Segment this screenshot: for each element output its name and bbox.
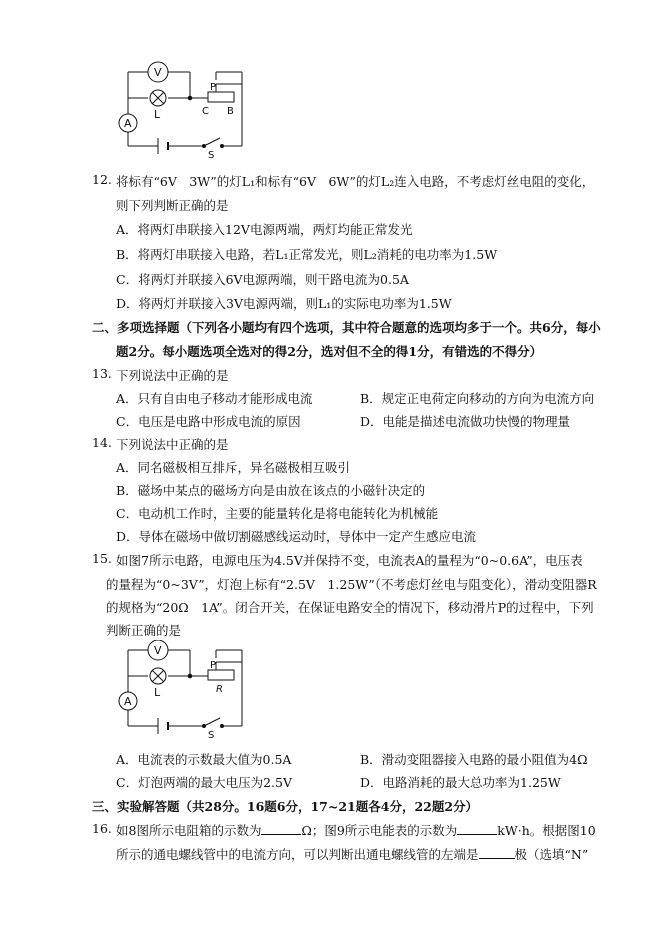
q13-option-b: B．规定正电荷定向移动的方向为电流方向 [360, 391, 595, 406]
q14-option-c: C．电动机工作时，主要的能量转化是将电能转化为机械能 [116, 506, 439, 521]
q16-blank-resistance[interactable] [261, 822, 301, 835]
q15-line2: 的量程为“0~3V”，灯泡上标有“2.5V 1.25W”（不考虑灯丝电与阻变化），滑动变阻器R [106, 577, 597, 592]
section-2-line1: 二、多项选择题（下列各小题均有四个选项，其中符合题意的选项均多于一个。共6分，每小 [92, 320, 601, 335]
q16-line2 [116, 845, 588, 863]
q15-line1: 如图7所示电路，电源电压为4.5V并保持不变，电流表A的量程为“0~0.6A”，电压表 [116, 553, 583, 568]
q13-number: 13. [92, 366, 112, 381]
q12-number: 12. [92, 172, 112, 187]
q12-option-c: C．将两灯并联接入6V电源两端，则干路电流为0.5A [116, 272, 409, 287]
q16-line1 [116, 821, 596, 839]
q16-blank-pole[interactable] [479, 846, 515, 859]
q14-option-b: B．磁场中某点的磁场方向是由放在该点的小磁针决定的 [116, 483, 426, 498]
section-3-heading: 三、实验解答题（共28分。16题6分，17~21题各4分，22题2分） [92, 799, 479, 814]
section-2-line2: 题2分。每小题选项全选对的得2分，选对但不全的得1分，有错选的不得分） [116, 344, 543, 359]
q13-option-d: D．电能是描述电流做功快慢的物理量 [360, 414, 571, 429]
ammeter-label-2: A [124, 695, 132, 708]
q16-number: 16. [92, 821, 112, 836]
resistor-label-2: R [216, 684, 223, 695]
q15-line3: 的规格为“20Ω 1A”。闭合开关，在保证电路安全的情况下，移动滑片P的过程中，下列 [106, 600, 594, 615]
terminal-c-label: C [202, 106, 209, 117]
voltmeter-label: V [154, 66, 162, 79]
slider-label: P [210, 82, 217, 93]
q14-option-d: D．导体在磁场中做切割磁感线运动时，导体中一定产生感应电流 [116, 529, 477, 544]
q14-number: 14. [92, 435, 112, 450]
q14-option-a: A．同名磁极相互排斥，异名磁极相互吸引 [116, 460, 351, 475]
q14-stem: 下列说法中正确的是 [116, 437, 229, 452]
switch-label: S [208, 150, 215, 160]
q15-option-b: B．滑动变阻器接入电路的最小阻值为4Ω [360, 752, 588, 767]
q16-line2-part-a: 所示的通电螺线管中的电流方向，可以判断出通电螺线管的左端是 [116, 847, 479, 862]
q15-line4: 判断正确的是 [106, 623, 182, 638]
lamp-label-2: L [154, 686, 161, 699]
q12-option-a: A．将两灯串联接入12V电源两端，两灯均能正常发光 [116, 222, 413, 237]
q15-option-d: D．电路消耗的最大总功率为1.25W [360, 775, 561, 790]
voltmeter-label-2: V [154, 644, 162, 657]
ammeter-label: A [124, 117, 132, 130]
q13-option-a: A．只有自由电子移动才能形成电流 [116, 391, 313, 406]
q16-line1-part-c: kW·h。根据图10 [497, 823, 596, 838]
q15-option-a: A．电流表的示数最大值为0.5A [116, 752, 292, 767]
q13-option-c: C．电压是电路中形成电流的原因 [116, 414, 301, 429]
q12-stem-line1: 将标有“6V 3W”的灯L₁和标有“6V 6W”的灯L₂连入电路，不考虑灯丝电阻的变化， [116, 174, 595, 189]
slider-label-2: P [210, 660, 217, 671]
q12-stem-line2: 则下列判断正确的是 [116, 198, 229, 213]
terminal-b-label: B [227, 106, 234, 117]
circuit-diagram-1 [112, 58, 252, 160]
q12-option-b: B．将两灯串联接入电路，若L₁正常发光，则L₂消耗的电功率为1.5W [116, 247, 498, 262]
q15-option-c: C．灯泡两端的最大电压为2.5V [116, 775, 292, 790]
q16-line1-part-a: 如8图所示电阻箱的示数为 [116, 823, 262, 838]
switch-label-2: S [208, 730, 215, 741]
circuit-diagram-2 [112, 640, 252, 742]
q13-stem: 下列说法中正确的是 [116, 368, 229, 383]
q16-line2-part-b: 极（选填“N” [514, 847, 589, 862]
lamp-label: L [154, 108, 161, 121]
q16-line1-part-b: Ω；图9所示电能表的示数为 [301, 823, 458, 838]
q16-blank-energy[interactable] [457, 822, 497, 835]
q15-number: 15. [92, 551, 112, 566]
q12-option-d: D．将两灯并联接入3V电源两端，则L₁的实际电功率为1.5W [116, 296, 452, 311]
